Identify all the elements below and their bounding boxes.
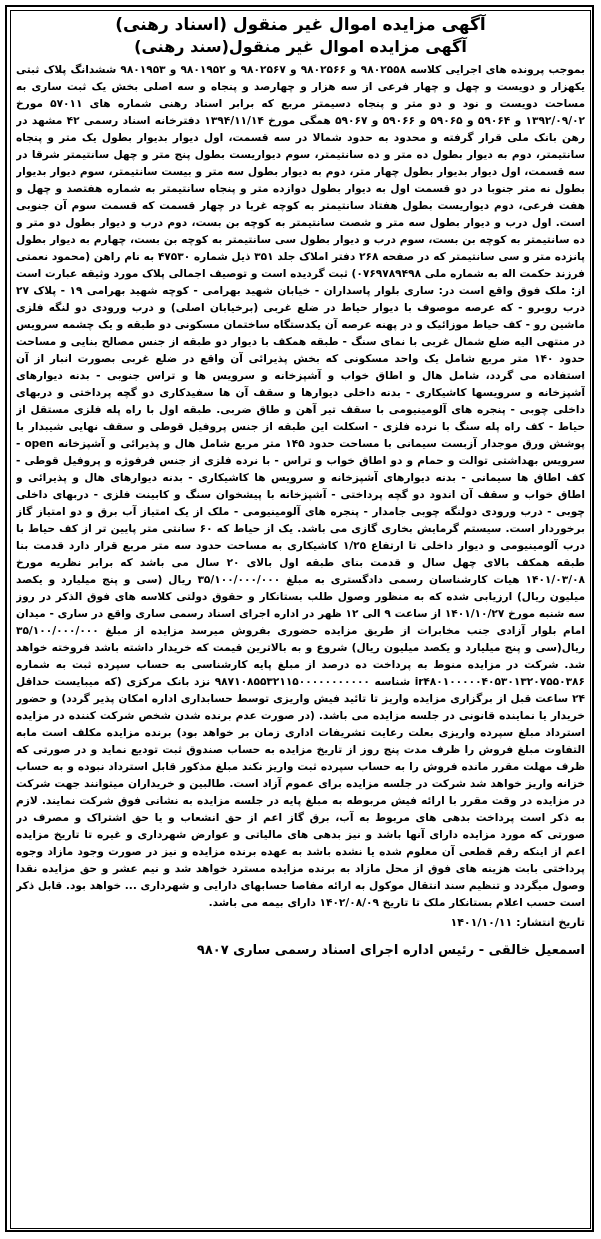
- publish-date: تاریخ انتشار: ۱۴۰۱/۱۰/۱۱: [450, 916, 585, 929]
- notice-title: آگهی مزایده اموال غیر منقول (اسناد رهنی): [115, 15, 486, 35]
- signature-line: اسمعیل خالقی - رئیس اداره اجرای اسناد رسمی ساری ۹۸۰۷: [196, 943, 585, 958]
- auction-notice: [16, 14, 585, 1224]
- notice-body: بموجب پرونده های اجرایی کلاسه ۹۸۰۲۵۵۸ و ۹۸۰۲۵۶۶ و ۹۸۰۲۵۶۷ و ۹۸۰۱۹۵۲ و ۹۸۰۱۹۵۳ ششدانگ پلاک ثبتی یکهزار و دویست و چهل و چهار فرعی از سه هزار و چهارصد و پنجاه و سه اصلی بخش یک ثبت ساری به مساحت دویست و نود و دو متر و پنجاه دسیمتر مربع که برابر اسناد رهنی شماره های ۵۷۰۱۱ مورخ ۱۳۹۲/۰۹/۰۲ و ۵۹۰۶۴ و ۵۹۰۶۵ و ۵۹۰۶۶ و ۵۹۰۶۷ همگی مورخ ۱۳۹۴/۱۱/۱۴ دفترخانه اسناد رسمی ۴۲ مشهد در رهن بانک ملی قرار گرفته و محدود به حدود شمالا در سه قسمت، اول دیوار بدیوار بطول یک متر و پنجاه سانتیمتر، دوم به دیوار بطول ده متر و ده سانتیمتر، سوم دیواریست بطول پنج متر و چهل سانتیمتر شرقا در سه قسمت، اول دیوار بدیوار بطول چهار متر، دوم به دیوار بطول سه متر و بیست سانتیمتر، سوم دیوار بدیوار بطول نه متر جنوبا در دو قسمت اول به دیوار بطول دوازده متر و پنجاه سانتیمتر به شماره هفتصد و چهل و هفت فرعی، دوم دیواریست بطول هفتاد سانتیمتر به کوچه غربا در چهار قسمت که قسمت سوم آن جنوبی است. اول درب و دیوار بطول سه متر و شصت سانتیمتر به کوچه بن بست، دوم درب و دیوار بطول دو متر و ده سانتیمتر به کوچه بن بست، سوم درب و دیوار بطول سی سانتیمتر به کوچه بن بست، چهارم به دیوار بطول پانزده متر و سی سانتیمتر که در صفحه ۲۶۸ دفتر املاک جلد ۳۵۱ ذیل شماره ۴۷۵۳۰ به نام راهن (محمود نعمتی فرزند حکمت اله به شماره ملی ۰۷۶۹۷۸۹۴۹۸) ثبت گردیده است و توصیف اجمالی پلاک مورد وثیقه عبارت است از: ملک فوق واقع است در: ساری بلوار پاسداران - خیابان شهید بهرامی - کوچه شهید بهرامی ۱۹ - پلاک ۲۷ درب روبرو - که عرصه موصوف با دیوار حیاط در ضلع غربی (برخیابان اصلی) و درب ورودی دو لنگه فلزی ماشین رو - کف حیاط موزائیک و در پهنه عرصه آن یکدستگاه ساختمان مسکونی دو طبقه و یک چشمه سرویس در منتهی الیه ضلع شمال غربی با نمای سنگ - طبقه همکف با دیوار دو طبقه از جنس مصالح بنایی و مساحت حدود ۱۴۰ متر مربع شامل یک واحد مسکونی که بخش پذیرائی آن واقع در ضلع غربی بصورت انبار از آن استفاده می گردد، شامل هال و اطاق خواب و آشپزخانه و سرویس ها و تراس جنوبی - بدنه دیوارهای آشپزخانه و سرویسها کاشیکاری - بدنه داخلی دیوارها و سقف آن ها سفیدکاری دو گچه پرداختی و دربهای داخلی چوبی - پنجره های آلومینیومی با سقف تیر آهن و طاق ضربی. طبقه اول با راه پله فلزی مستقل از حیاط - کف راه پله سنگ با نرده فلزی - اسکلت این طبقه از جنس پروفیل قوطی و سقف نهایی شیبدار با پوشش ورق موجدار آزبست سیمانی با مساحت حدود ۱۴۵ متر مربع شامل هال و پذیرائی و آشپزخانه open - سرویس بهداشتی توالت و حمام و دو اطاق خواب و تراس - با نرده فلزی از جنس فرفوژه و پروفیل قوطی - کف اطاق ها سیمانی - بدنه دیوارهای آشپزخانه و سرویس ها کاشیکاری - بدنه دیوارهای هال و پذیرائی و اطاق خواب و سقف آن اندود دو گچه پرداختی - آشپزخانه با پیشخوان سنگ و کابینت فلزی - دربهای داخلی چوبی - درب ورودی دولنگه چوبی جامدار - پنجره های آلومینیومی - ملک از یک امتیاز آب برق و دو امتیاز گاز برخوردار است. سیستم گرمایش بخاری گازی می باشد. یک از حیاط که ۶۰ سانتی متر پایین تر از کف حیاط با درب آلومینیومی و دیوار داخلی تا ارتفاع ۱/۲۵ کاشیکاری به مساحت حدود سه متر مربع قرار دارد قدمت بنا طبقه همکف بالای چهل سال و قدمت بنای طبقه اول بالای ۲۰ سال می باشد که برابر نظریه مورخ ۱۴۰۱/۰۳/۰۸ هیات کارشناسان رسمی دادگستری به مبلغ ۳۵/۱۰۰/۰۰۰/۰۰۰ ریال (سی و پنج میلیارد و یکصد میلیون ریال) ارزیابی شده که به منظور وصول طلب بستانکار و حقوق دولتی کلاسه های فوق الذکر در روز سه شنبه مورخ ۱۴۰۱/۱۰/۲۷ از ساعت ۹ الی ۱۲ ظهر در اداره اجرای اسناد رسمی ساری واقع در ساری - میدان امام بلوار آزادی جنب مخابرات از طریق مزایده حضوری بفروش میرسد مزایده از مبلغ ۳۵/۱۰۰/۰۰۰/۰۰۰ ریال(سی و پنج میلیارد و یکصد میلیون ریال) شروع و به بالاترین قیمت که خریدار داشته باشد فروخته خواهد شد. شرکت در مزایده منوط به پرداخت ده درصد از مبلغ پایه کارشناسی به حساب سپرده ثبت به شماره ir۴۸۰۱۰۰۰۰۰۴۰۵۳۰۱۳۲۰۷۵۵۰۳۸۶ شناسه ۹۸۷۱۰۸۵۵۳۲۱۱۵۰۰۰۰۰۰۰۰۰۰۰ نزد بانک مرکزی (که میبایست حداقل ۲۴ ساعت قبل از برگزاری مزایده واریز تا تائید فیش واریزی توسط حسابداری اداره امکان پذیر گردد) و حضور خریدار یا نماینده قانونی در جلسه مزایده می باشد. (در صورت عدم برنده شدن شخص شرکت کننده در مزایده استرداد مبلغ سپرده واریزی بعلت رعایت تشریفات اداری زمان بر خواهد بود) برنده مزایده مکلف است مابه التفاوت مبلغ فروش را ظرف مدت پنج روز از تاریخ مزایده به حساب صندوق ثبت تودیع نماید و در صورتی که ظرف مهلت مقرر مانده فروش را به حساب سپرده ثبت واریز نکند مبلغ مذکور قابل استرداد نبوده و به حساب خزانه واریز خواهد شد شرکت در جلسه مزایده برای عموم آزاد است. طالبین و خریداران میتوانند جهت شرکت در مزایده در وقت مقرر با ارائه فیش مربوطه به مبلغ پایه در جلسه مزایده به نشانی فوق شرکت نمایند. لازم به ذکر است پرداخت بدهی های مربوط به آب، برق گاز اعم از حق انشعاب و یا حق اشتراک و مصرف در صورتی که مورد مزایده دارای آنها باشد و نیز بدهی های مالیاتی و عوارض شهرداری و غیره تا تاریخ مزایده اعم از اینکه رقم قطعی آن معلوم شده یا نشده باشد به عهده برنده مزایده و نیز در صورت وجود مازاد وجوه پرداختی بابت هزینه های فوق از محل مازاد به برنده مزایده مسترد خواهد شد و نیم عشر و حق مزایده نقدا وصول میگردد و تنظیم سند انتقال موکول به ارائه مفاصا حسابهای دارایی و شهرداری ... خواهد بود. قابل ذکر است حسب اعلام بستانکار ملک تا تاریخ ۱۴۰۲/۰۸/۰۹ دارای بیمه می باشد.: [16, 64, 585, 909]
- notice-subtitle: آگهی مزایده اموال غیر منقول(سند رهنی): [134, 37, 467, 56]
